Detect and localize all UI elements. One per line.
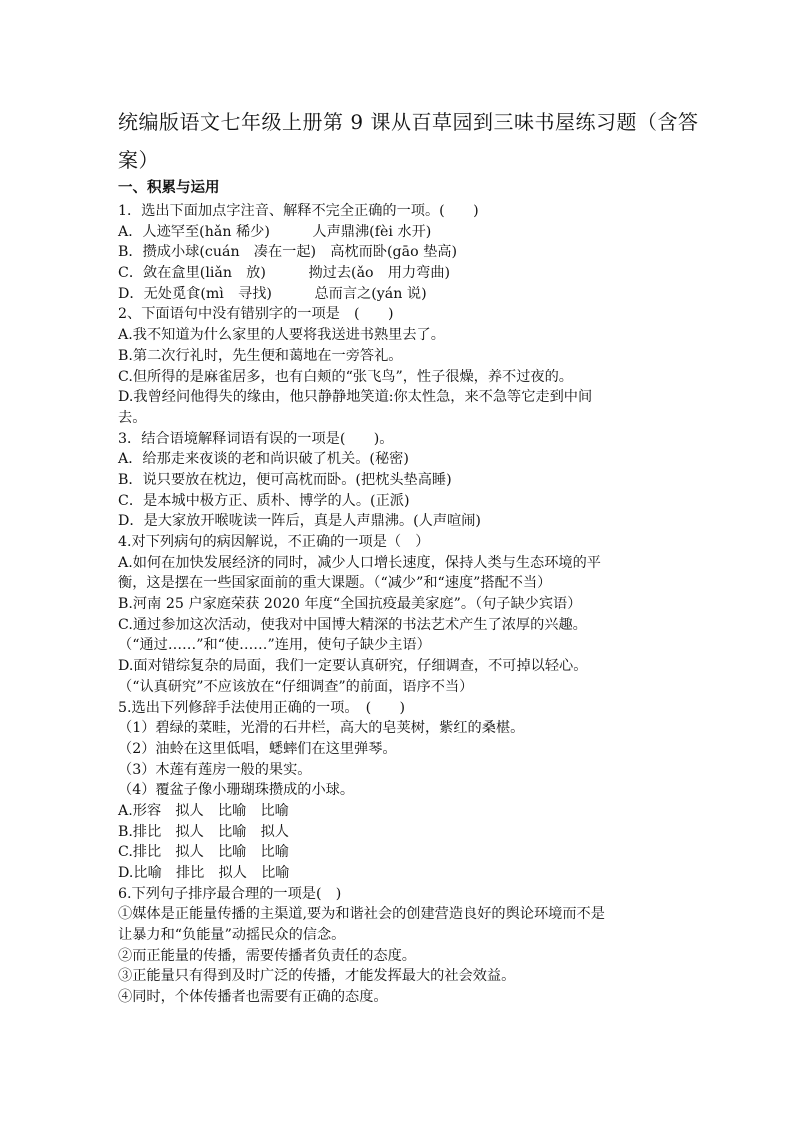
text-line: 4.对下列病句的病因解说，不正确的一项是（ ） (118, 534, 430, 550)
text-line: ③正能量只有得到及时广泛的传播，才能发挥最大的社会效益。 (118, 968, 516, 985)
section-heading: 一、积累与运用 (118, 179, 220, 196)
document-title: 统编版语文七年级上册第 9 课从百草园到三味书屋练习题（含答案） (118, 110, 699, 172)
text-line: A.形容 拟人 比喻 比喻 (118, 802, 289, 819)
text-line: （1）碧绿的菜畦，光滑的石井栏，高大的皂荚树，紫红的桑椹。 (118, 720, 525, 737)
text-line: 5.选出下列修辞手法使用正确的一项。 ( ) (118, 699, 406, 716)
text-line: 衡，这是摆在一些国家面前的重大课题。（“减少”和“速度”搭配不当） (118, 575, 552, 592)
text-line: D.我曾经问他得失的缘由，他只静静地笑道:你太性急，来不急等它走到中间 (118, 389, 593, 406)
document-body (118, 201, 678, 1008)
text-line: （3）木莲有莲房一般的果实。 (118, 761, 312, 778)
text-line: C.通过参加这次活动，使我对中国博大精深的书法艺术产生了浓厚的兴趣。 (118, 616, 587, 633)
text-line: A．给那走来夜谈的老和尚识破了机关。(秘密) (118, 451, 409, 468)
text-line: ②而正能量的传播，需要传播者负责任的态度。 (118, 947, 416, 964)
text-line: D．是大家放开喉咙读一阵后，真是人声鼎沸。(人声喧闹) (118, 513, 481, 530)
text-line: B.第二次行礼时，先生便和蔼地在一旁答礼。 (118, 347, 403, 364)
text-line: ④同时，个体传播者也需要有正确的态度。 (118, 989, 388, 1006)
text-line: 2、下面语句中没有错别字的一项是 ( ) (118, 306, 394, 323)
text-line: ①媒体是正能量传播的主渠道,要为和谐社会的创建营造良好的舆论环境而不是 (118, 906, 605, 923)
text-line: 1．选出下面加点字注音、解释不完全正确的一项。( ) (118, 203, 479, 219)
text-line: B.排比 拟人 比喻 拟人 (118, 823, 289, 840)
text-line: C.排比 拟人 比喻 比喻 (118, 844, 289, 861)
text-line: C．是本城中极方正、质朴、博学的人。(正派) (118, 492, 410, 509)
text-line: A.如何在加快发展经济的同时，减少人口增长速度，保持人类与生态环境的平 (118, 554, 601, 571)
text-line: 6.下列句子排序最合理的一项是( ) (118, 885, 342, 902)
text-line: D.比喻 排比 拟人 比喻 (118, 865, 290, 881)
text-line: （2）油蛉在这里低唱，蟋蟀们在这里弹琴。 (118, 740, 397, 757)
text-line: 3．结合语境解释词语有误的一项是( )。 (118, 430, 394, 447)
text-line: B．攒成小球(cuán 凑在一起) 高枕而卧(gāo 垫高) (118, 244, 458, 261)
text-line: C．敛在盒里(liǎn 放) 拗过去(ǎo 用力弯曲) (118, 265, 451, 282)
text-line: A.我不知道为什么家里的人要将我送进书熟里去了。 (118, 327, 445, 344)
text-line: D.面对错综复杂的局面，我们一定要认真研究，仔细调查，不可掉以轻心。 (118, 658, 588, 675)
text-line: （“通过……”和“使……”连用，使句子缺少主语） (118, 637, 431, 654)
text-line: C.但所得的是麻雀居多，也有白颊的“张飞鸟”，性子很燥，养不过夜的。 (118, 368, 573, 385)
text-line: B．说只要放在枕边，便可高枕而卧。(把枕头垫高睡) (118, 471, 452, 488)
text-line: （“认真研究”不应该放在“仔细调查”的前面，语序不当） (118, 678, 474, 695)
text-line: 去。 (118, 409, 147, 426)
text-line: 让暴力和“负能量”动摇民众的信念。 (118, 927, 346, 944)
text-line: B.河南 25 户家庭荣获 2020 年度“全国抗疫最美家庭”。（句子缺少宾语） (118, 596, 582, 613)
text-line: D．无处觅食(mì 寻找) 总而言之(yán 说) (118, 285, 427, 302)
text-line: A．人迹罕至(hǎn 稀少) 人声鼎沸(fèi 水开) (118, 223, 432, 240)
text-line: （4）覆盆子像小珊瑚珠攒成的小球。 (118, 782, 355, 799)
